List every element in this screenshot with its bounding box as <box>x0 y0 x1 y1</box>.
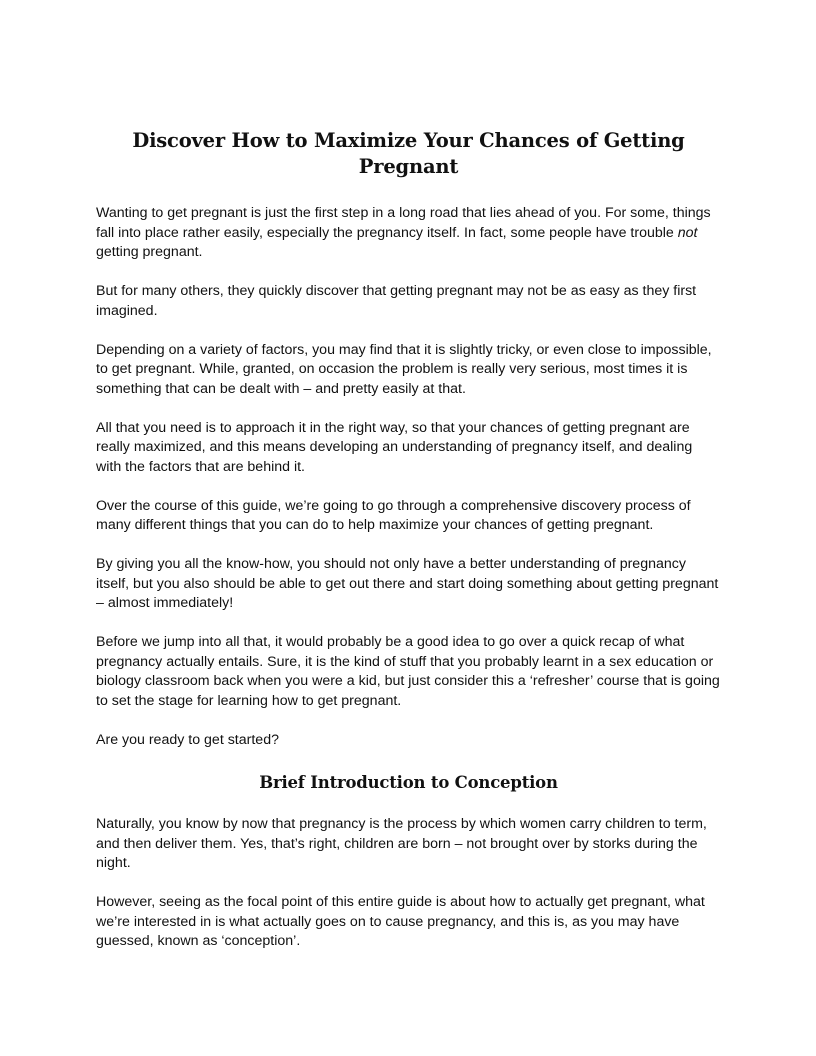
paragraph-6: By giving you all the know-how, you should not only have a better understanding of pregnancy itself, but you also should be able to get out there and start doing something about getting pregnant – almost immediately! <box>96 556 719 611</box>
paragraph-1-text-end: getting pregnant. <box>96 244 203 260</box>
paragraph-5: Over the course of this guide, we’re going to go through a comprehensive discovery process of many different things that you can do to help maximize your chances of getting pregnant. <box>96 497 691 533</box>
document-title: Discover How to Maximize Your Chances of Getting Pregnant <box>132 129 685 178</box>
paragraph-3: Depending on a variety of factors, you may find that it is slightly tricky, or even close to impossible, to get pregnant. While, granted, on occasion the problem is really very serious, most times it is something that can be dealt with – and pretty easily at that. <box>96 341 712 397</box>
section-title: Brief Introduction to Conception <box>259 773 558 792</box>
paragraph-10: However, seeing as the focal point of this entire guide is about how to actually get pregnant, what we’re interested in is what actually goes on to cause pregnancy, and this is, as you may have guessed, known as ‘conception’. <box>96 894 705 949</box>
paragraph-1-text-start: Wanting to get pregnant is just the first step in a long road that lies ahead of you. For some, things fall into place rather easily, especially the pregnancy itself. In fact, some people have trouble <box>96 205 711 241</box>
paragraph-8: Are you ready to get started? <box>96 731 279 748</box>
paragraph-1 <box>96 204 721 263</box>
paragraph-7: Before we jump into all that, it would probably be a good idea to go over a quick recap of what pregnancy actually entails. Sure, it is the kind of stuff that you probably learnt in a sex education or biology classroom back when you were a kid, but just consider this a ‘refresher’ course that is going to set the stage for learning how to get pregnant. <box>96 634 720 709</box>
paragraph-4: All that you need is to approach it in the right way, so that your chances of getting pregnant are really maximized, and this means developing an understanding of pregnancy itself, and dealing with the factors that are behind it. <box>96 419 693 475</box>
paragraph-1-emphasis: not <box>677 224 698 241</box>
document-page <box>96 128 721 971</box>
paragraph-9: Naturally, you know by now that pregnancy is the process by which women carry children to term, and then deliver them. Yes, that’s right, children are born – not brought over by storks during the night. <box>96 816 707 871</box>
paragraph-2: But for many others, they quickly discover that getting pregnant may not be as easy as they first imagined. <box>96 283 697 319</box>
